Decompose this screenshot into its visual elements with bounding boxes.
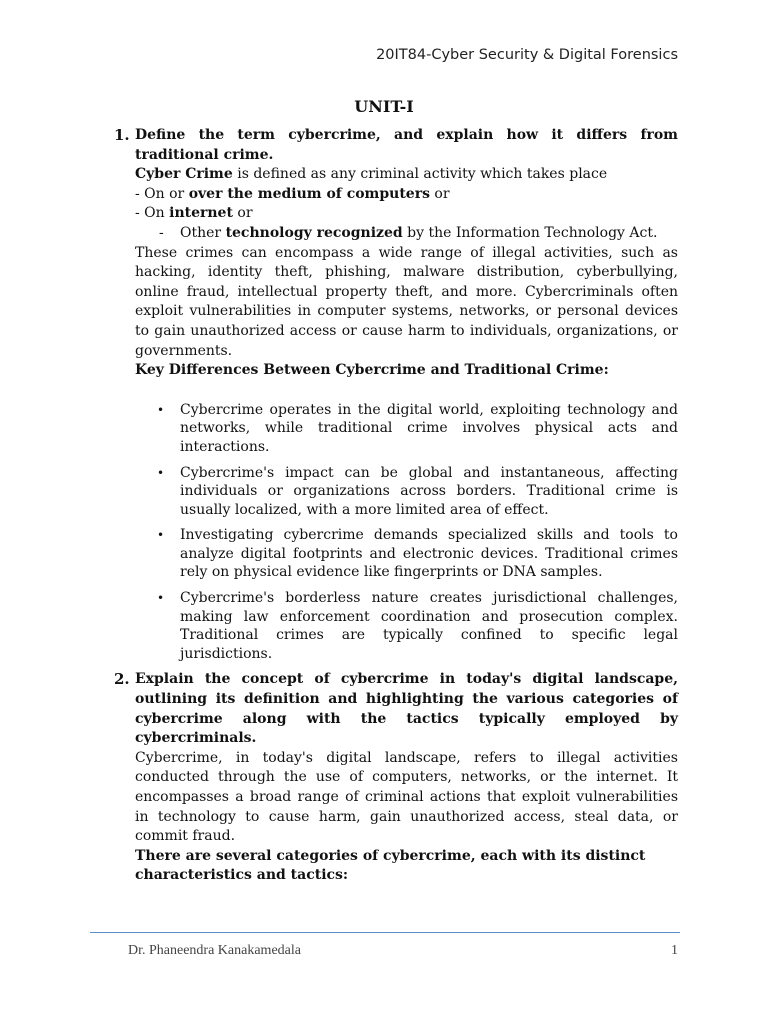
definition-item-technology — [135, 224, 678, 244]
question-text: Explain the concept of cybercrime in today's digital landscape, outlining its definition and highlighting the various categories of cybercrime along with the tactics typically employed by cybercriminals. — [135, 671, 678, 747]
definition-item-computers — [135, 185, 678, 205]
question-text: Define the term cybercrime, and explain how it differs from traditional crime. — [135, 127, 678, 163]
document-body — [114, 126, 678, 886]
item-prefix: - On or — [135, 185, 189, 202]
bullet-icon: • — [157, 402, 165, 417]
item-suffix: by the Information Technology Act. — [402, 224, 658, 241]
item-emphasis: over the medium of computers — [188, 185, 430, 202]
list-item-text: Cybercrime operates in the digital world, exploiting technology and networks, while traditional crime involves physical acts and interactions. — [180, 401, 678, 455]
key-differences-heading: Key Differences Between Cybercrime and Traditional Crime: — [135, 362, 609, 379]
dash-marker: - — [159, 224, 164, 241]
unit-title: UNIT-I — [354, 97, 414, 116]
definition-line — [135, 165, 678, 185]
question-1 — [114, 126, 678, 663]
bullet-icon: • — [157, 465, 165, 480]
definition-item-internet — [135, 204, 678, 224]
page-header-course: 20IT84-Cyber Security & Digital Forensics — [376, 47, 678, 63]
item-suffix: or — [232, 205, 253, 222]
list-item-text: Cybercrime's borderless nature creates jurisdictional challenges, making law enforcement coordination and prosecution complex. Traditional crimes are typically confined to specific legal jurisdictions. — [180, 590, 678, 662]
question-number: 1. — [114, 126, 130, 144]
item-suffix: or — [429, 185, 450, 202]
footer-author: Dr. Phaneendra Kanakamedala — [128, 943, 301, 958]
bullet-icon: • — [157, 591, 165, 606]
definition-term: Cyber Crime — [135, 166, 233, 183]
page-number: 1 — [671, 943, 678, 958]
question-number: 2. — [114, 670, 130, 689]
item-emphasis: internet — [169, 205, 233, 222]
definition-text: is defined as any criminal activity which takes place — [232, 166, 608, 183]
question-2 — [114, 670, 678, 886]
explanation-paragraph: These crimes can encompass a wide range of illegal activities, such as hacking, identity theft, phishing, malware distribution, cyberbullying, online fraud, intellectual property theft, and more. Cybercriminals often exploit vulnerabilities in computer systems, networks, or personal devices to gain unauthorized access or cause harm to individuals, organizations, or governments. — [135, 244, 678, 359]
categories-heading: There are several categories of cybercrime, each with its distinct characteristics and tactics: — [135, 847, 646, 884]
bullet-icon: • — [157, 528, 165, 543]
list-item — [135, 464, 678, 520]
differences-list — [135, 401, 678, 664]
item-emphasis: technology recognized — [225, 224, 403, 241]
list-item — [135, 526, 678, 582]
list-item — [135, 589, 678, 663]
list-item — [135, 401, 678, 457]
footer-divider — [90, 932, 680, 933]
list-item-text: Investigating cybercrime demands specialized skills and tools to analyze digital footprints and electronic devices. Traditional crimes rely on physical evidence like fingerprints or DNA samples. — [180, 527, 678, 581]
list-item-text: Cybercrime's impact can be global and instantaneous, affecting individuals or organizations across borders. Traditional crime is usually localized, with a more limited area of effect. — [180, 464, 678, 518]
item-prefix: Other — [180, 224, 226, 241]
item-prefix: - On — [135, 205, 170, 222]
explanation-paragraph: Cybercrime, in today's digital landscape, refers to illegal activities conducted through the use of computers, networks, or the internet. It encompasses a broad range of criminal actions that exploit vulnerabilities in technology to cause harm, gain unauthorized access, steal data, or commit fraud. — [135, 749, 678, 845]
